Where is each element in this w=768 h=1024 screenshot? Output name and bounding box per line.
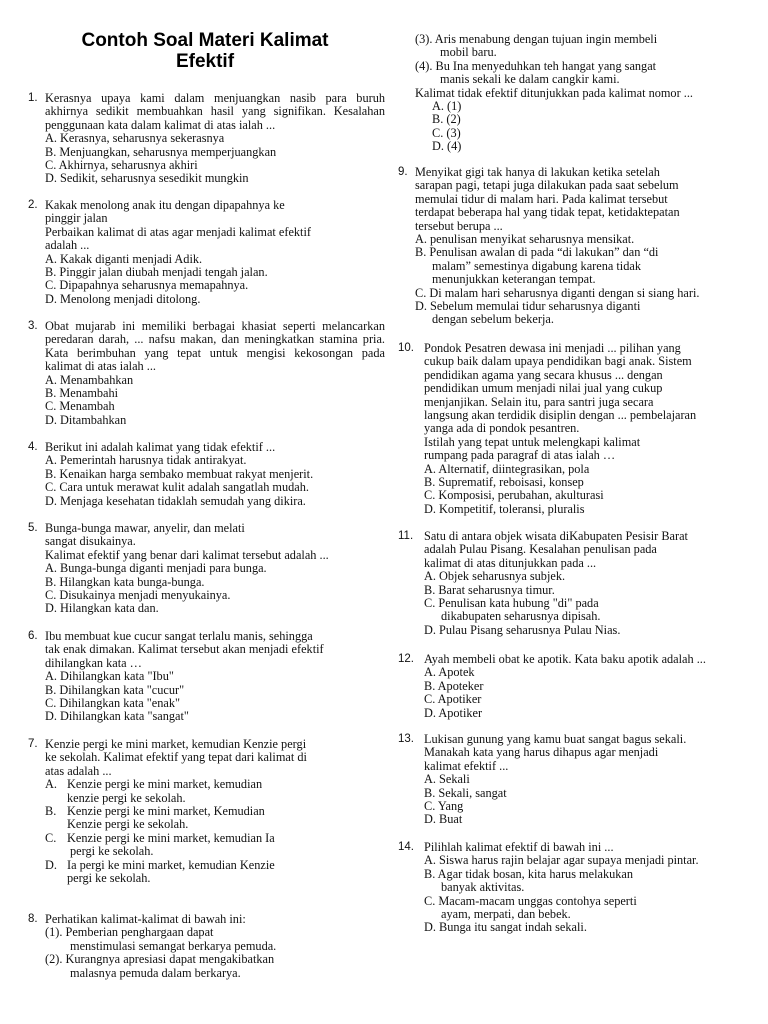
question-number: 1.	[28, 92, 38, 104]
option-c	[45, 832, 385, 859]
option-a: A. Siswa harus rajin belajar agar supaya menjadi pintar.	[424, 853, 699, 868]
question-number: 13.	[398, 733, 414, 745]
stem-line: cukup baik dalam upaya pendidikan bagi anak. Sistem	[424, 354, 692, 369]
stem-line: adalah ...	[45, 238, 90, 253]
option-d: D. Hilangkan kata dan.	[45, 601, 159, 616]
stem-line: kalimat efektif ...	[424, 758, 509, 773]
option-c: C. Macam-macam unggas contohya seperti	[424, 893, 637, 908]
option-c: C. Dipapahnya seharusnya memapahnya.	[45, 278, 249, 293]
stem-line: Menyikat gigi tak hanya di lakukan ketika setelah	[415, 165, 660, 179]
option-b: B. Barat seharusnya timur.	[424, 582, 555, 597]
option-c: C. Yang	[424, 799, 464, 814]
option-c: C. Penulisan kata hubung "di" pada	[424, 596, 599, 611]
stem-line: rumpang pada paragraf di atas ialah …	[424, 448, 616, 463]
option-d	[45, 859, 385, 886]
question-12	[398, 653, 763, 720]
option-b: B. Penulisan awalan di pada “di lakukan” dan “di	[415, 245, 659, 260]
stem-line: memulai tidur di malam hari. Pada kalimat tersebut	[415, 191, 668, 206]
question-8	[28, 913, 385, 980]
question-14	[398, 841, 763, 935]
question-stem: Pilihlah kalimat efektif di bawah ini ...	[424, 840, 614, 854]
option-d: D. Bunga itu sangat indah sekali.	[424, 920, 587, 935]
option-text-cont: kenzie pergi ke sekolah.	[67, 790, 186, 805]
question-number: 8.	[28, 913, 38, 925]
option-d: D. Menjaga kesehatan tidaklah semudah yang dikira.	[45, 493, 306, 508]
stem-line: sarapan pagi, tetapi juga dilakukan pada saat sebelum	[415, 178, 679, 193]
option-c: C. Cara untuk merawat kulit adalah sangatlah mudah.	[45, 480, 309, 495]
question-stem: Berikut ini adalah kalimat yang tidak efektif ...	[45, 440, 276, 454]
option-text: Ia pergi ke mini market, kemudian Kenzie	[67, 857, 275, 872]
stem-line: Kalimat efektif yang benar dari kalimat tersebut adalah ...	[45, 547, 329, 562]
option-a: A. Bunga-bunga diganti menjadi para bunga.	[45, 561, 267, 576]
option-d: D. Pulau Pisang seharusnya Pulau Nias.	[424, 622, 621, 637]
option-b: B. Menjuangkan, seharusnya memperjuangkan	[45, 144, 277, 159]
question-13	[398, 733, 758, 827]
option-d: D. Menolong menjadi ditolong.	[45, 291, 201, 306]
option-a: A. Dihilangkan kata "Ibu"	[45, 669, 174, 684]
option-a	[45, 778, 385, 805]
option-b: B. Agar tidak bosan, kita harus melakukan	[424, 866, 633, 881]
question-stem: Perhatikan kalimat-kalimat di bawah ini:	[45, 912, 246, 926]
option-a: A. (1)	[432, 99, 462, 114]
stem-line: menjanjikan. Selain itu, para santri juga secara	[424, 394, 654, 409]
question-stem: Kerasnya upaya kami dalam menjuangkan nasib para buruh akhirnya sedikit membuahkan hasil yang signifikan. Kesalahan penggunaan kata dalam kalimat di atas ialah ...	[45, 91, 385, 132]
question-number: 4.	[28, 441, 38, 453]
option-a: A. penulisan menyikat seharusnya mensikat.	[415, 232, 635, 247]
option-b: B. (2)	[432, 112, 461, 127]
option-c: C. (3)	[432, 125, 461, 140]
option-b: B. Hilangkan kata bunga-bunga.	[45, 574, 205, 589]
stem-line: dihilangkan kata …	[45, 655, 142, 670]
option-c: C. Apotiker	[424, 692, 482, 707]
stem-line: ke sekolah. Kalimat efektif yang tepat dari kalimat di	[45, 750, 307, 765]
statement-2-cont: malasnya pemuda dalam berkarya.	[70, 965, 241, 980]
question-2	[28, 199, 385, 306]
option-b-cont: menunjukkan keterangan tempat.	[432, 272, 596, 287]
option-label: C.	[45, 830, 57, 845]
option-text: Kenzie pergi ke mini market, kemudian Ia	[67, 830, 275, 845]
stem-line: tak enak dimakan. Kalimat tersebut akan menjadi efektif	[45, 642, 324, 657]
question-number: 7.	[28, 738, 38, 750]
statement-1: (1). Pemberian penghargaan dapat	[45, 925, 214, 940]
stem-line: sangat disukainya.	[45, 534, 136, 549]
option-b-cont: banyak aktivitas.	[441, 880, 525, 895]
option-c: C. Di malam hari seharusnya diganti dengan si siang hari.	[415, 285, 700, 300]
statement-4: (4). Bu Ina menyeduhkan teh hangat yang sangat	[415, 58, 657, 73]
question-3	[28, 320, 385, 427]
option-a: A. Kerasnya, seharusnya sekerasnya	[45, 131, 225, 146]
question-number: 10.	[398, 342, 414, 354]
option-label: D.	[45, 857, 57, 872]
stem-line: yanga ada di pondok pesantren.	[424, 421, 580, 436]
stem-line: pendidikan umum menjadi nilai jual yang cukup	[424, 381, 663, 396]
option-c-cont: ayam, merpati, dan bebek.	[441, 907, 571, 922]
question-10	[398, 342, 758, 516]
option-d: D. Apotiker	[424, 705, 483, 720]
stem-line: Perbaikan kalimat di atas agar menjadi kalimat efektif	[45, 224, 311, 239]
option-d: D. Dihilangkan kata "sangat"	[45, 709, 189, 724]
stem-line: Bunga-bunga mawar, anyelir, dan melati	[45, 521, 245, 535]
document-title	[40, 30, 370, 72]
option-label: A.	[45, 777, 57, 792]
option-a: A. Alternatif, diintegrasikan, pola	[424, 461, 590, 476]
statement-3: (3). Aris menabung dengan tujuan ingin membeli	[415, 32, 658, 46]
question-8-continued	[398, 33, 758, 154]
option-text-cont: pergi ke sekolah.	[70, 844, 154, 859]
question-number: 2.	[28, 199, 38, 211]
option-d: D. Buat	[424, 812, 463, 827]
option-b: B. Kenaikan harga sembako membuat rakyat menjerit.	[45, 466, 314, 481]
option-c: C. Menambah	[45, 399, 115, 414]
stem-line: atas adalah ...	[45, 763, 112, 778]
option-text-cont: Kenzie pergi ke sekolah.	[67, 817, 189, 832]
question-stem: Ayah membeli obat ke apotik. Kata baku apotik adalah ...	[424, 652, 706, 666]
stem-line: Kenzie pergi ke mini market, kemudian Kenzie pergi	[45, 737, 307, 751]
option-d: D. Kompetitif, toleransi, pluralis	[424, 501, 585, 516]
stem-line: Kakak menolong anak itu dengan dipapahnya ke	[45, 198, 285, 212]
option-b: B. Pinggir jalan diubah menjadi tengah jalan.	[45, 265, 268, 280]
statement-3-cont: mobil baru.	[440, 45, 497, 60]
option-a: A. Sekali	[424, 772, 470, 787]
statement-1-cont: menstimulasi semangat berkarya pemuda.	[70, 938, 277, 953]
stem-line: langsung akan terdidik disiplin dengan ... pembelajaran	[424, 408, 697, 423]
stem-line: Pondok Pesatren dewasa ini menjadi ... pilihan yang	[424, 341, 681, 355]
option-d-cont: dengan sebelum bekerja.	[432, 312, 554, 327]
question-number: 9.	[398, 166, 408, 178]
option-b	[45, 805, 385, 832]
question-stem: Obat mujarab ini memiliki berbagai khasiat seperti melancarkan peredaran darah, ... nafsu makan, dan meningkatkan stamina pria. Kata berimbuhan yang tepat untuk mengisi kekosongan pada kalimat di atas ialah ...	[45, 319, 385, 374]
stem-line: Satu di antara objek wisata diKabupaten Pesisir Barat	[424, 529, 688, 543]
option-a: A. Menambahkan	[45, 372, 134, 387]
option-a: A. Pemerintah harusnya tidak antirakyat.	[45, 453, 247, 468]
title-line-1: Contoh Soal Materi Kalimat	[81, 30, 329, 51]
question-4	[28, 441, 385, 508]
question-number: 3.	[28, 320, 38, 332]
option-c-cont: dikabupaten seharusnya dipisah.	[441, 609, 601, 624]
question-number: 5.	[28, 522, 38, 534]
option-b-cont: malam” semestinya digabung karena tidak	[432, 258, 641, 273]
question-number: 12.	[398, 653, 414, 665]
option-a: A. Kakak diganti menjadi Adik.	[45, 251, 203, 266]
option-text: Kenzie pergi ke mini market, Kemudian	[67, 804, 265, 819]
option-a: A. Objek seharusnya subjek.	[424, 569, 566, 584]
option-b: B. Suprematif, reboisasi, konsep	[424, 475, 584, 490]
stem-line: adalah Pulau Pisang. Kesalahan penulisan pada	[424, 542, 657, 557]
stem-line: pendidikan agama yang secara khusus ... dengan	[424, 367, 663, 382]
question-prompt: Kalimat tidak efektif ditunjukkan pada kalimat nomor ...	[415, 85, 693, 100]
question-number: 14.	[398, 841, 414, 853]
option-b: B. Sekali, sangat	[424, 785, 507, 800]
option-d: D. (4)	[432, 139, 462, 154]
stem-line: tersebut berupa ...	[415, 218, 503, 233]
question-6	[28, 630, 385, 724]
question-9	[398, 166, 758, 327]
title-line-2: Efektif	[175, 51, 235, 72]
option-text-cont: pergi ke sekolah.	[67, 871, 151, 886]
stem-line: Manakah kata yang harus dihapus agar menjadi	[424, 745, 659, 760]
option-d: D. Sedikit, seharusnya sesedikit mungkin	[45, 171, 249, 186]
option-b: B. Apoteker	[424, 678, 484, 693]
option-a: A. Apotek	[424, 665, 475, 680]
option-b: B. Menambahi	[45, 386, 119, 401]
question-7	[28, 738, 385, 885]
stem-line: Lukisan gunung yang kamu buat sangat bagus sekali.	[424, 732, 687, 746]
option-c: C. Komposisi, perubahan, akulturasi	[424, 488, 604, 503]
option-c: C. Disukainya menjadi menyukainya.	[45, 588, 231, 603]
stem-line: terdapat beberapa hal yang tidak tepat, ketidaktepatan	[415, 205, 680, 220]
option-text: Kenzie pergi ke mini market, kemudian	[67, 777, 263, 792]
option-c: C. Akhirnya, seharusnya akhiri	[45, 158, 198, 173]
option-d: D. Sebelum memulai tidur seharusnya diganti	[415, 299, 641, 314]
statement-2: (2). Kurangnya apresiasi dapat mengakibatkan	[45, 952, 275, 967]
option-label: B.	[45, 804, 57, 819]
option-b: B. Dihilangkan kata "cucur"	[45, 682, 185, 697]
question-1	[28, 92, 385, 186]
stem-line: pinggir jalan	[45, 211, 108, 226]
stem-line: kalimat di atas ditunjukkan pada ...	[424, 555, 597, 570]
question-number: 11.	[398, 530, 414, 542]
stem-line: Ibu membuat kue cucur sangat terlalu manis, sehingga	[45, 629, 313, 643]
question-11	[398, 530, 758, 637]
question-number: 6.	[28, 630, 38, 642]
statement-4-cont: manis sekali ke dalam cangkir kami.	[440, 72, 620, 87]
option-c: C. Dihilangkan kata "enak"	[45, 696, 181, 711]
question-5	[28, 522, 385, 616]
option-d: D. Ditambahkan	[45, 412, 127, 427]
stem-line: Istilah yang tepat untuk melengkapi kalimat	[424, 434, 641, 449]
